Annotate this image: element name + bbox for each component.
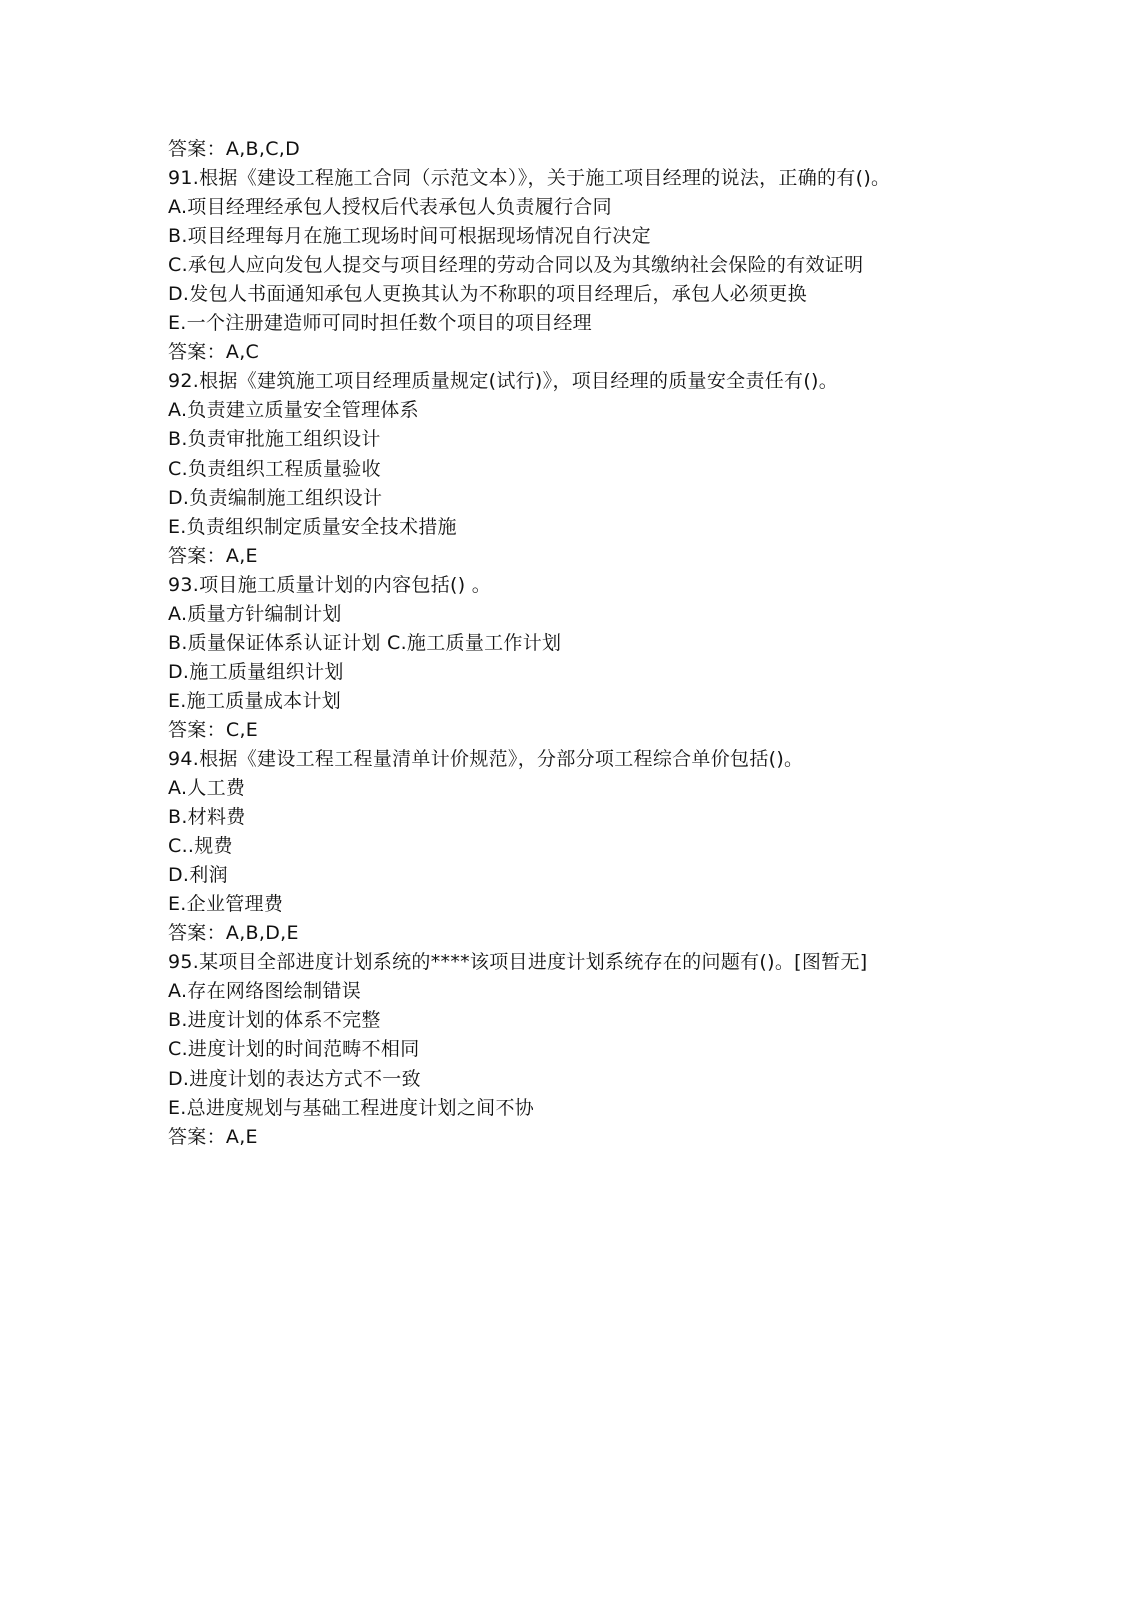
option-text: B.材料费 [168,806,246,829]
option-text: C..规费 [168,835,233,858]
option-text: A.质量方针编制计划 [168,602,342,625]
option-text: D.负责编制施工组织设计 [168,486,383,509]
option-text: A.人工费 [168,777,246,800]
option-text: C.承包人应向发包人提交与项目经理的劳动合同以及为其缴纳社会保险的有效证明 [168,254,864,277]
option-text: C.负责组织工程质量验收 [168,457,381,480]
option-text: D.施工质量组织计划 [168,660,344,683]
option-text: E.施工质量成本计划 [168,689,342,712]
question-text: 95.某项目全部进度计划系统的****该项目进度计划系统存在的问题有()。[图暂无] [168,951,868,974]
option-text: E.一个注册建造师可同时担任数个项目的项目经理 [168,312,592,335]
option-text: D.利润 [168,864,228,887]
option-text: E.总进度规划与基础工程进度计划之间不协 [168,1096,535,1119]
question-text: 91.根据《建设工程施工合同（示范文本）》，关于施工项目经理的说法，正确的有()。 [168,167,891,190]
option-text: D.进度计划的表达方式不一致 [168,1067,421,1090]
answer-text: 答案：A,E [168,544,258,567]
option-text: A.负责建立质量安全管理体系 [168,399,419,422]
option-text: E.负责组织制定质量安全技术措施 [168,515,457,538]
option-text: B.质量保证体系认证计划 C.施工质量工作计划 [168,631,562,654]
question-text: 92.根据《建筑施工项目经理质量规定(试行)》，项目经理的质量安全责任有()。 [168,370,839,393]
option-text: B.进度计划的体系不完整 [168,1009,381,1032]
option-text: A.项目经理经承包人授权后代表承包人负责履行合同 [168,196,612,219]
answer-text: 答案：A,E [168,1125,258,1148]
option-text: D.发包人书面通知承包人更换其认为不称职的项目经理后，承包人必须更换 [168,283,807,306]
option-text: C.进度计划的时间范畴不相同 [168,1038,420,1061]
question-text: 93.项目施工质量计划的内容包括() 。 [168,573,492,596]
answer-text: 答案：C,E [168,718,259,741]
option-text: B.负责审批施工组织设计 [168,428,381,451]
option-text: A.存在网络图绘制错误 [168,980,362,1003]
answer-text: 答案：A,C [168,341,260,364]
answer-text: 答案：A,B,D,E [168,922,299,945]
option-text: E.企业管理费 [168,893,284,916]
document-body [168,135,1068,1152]
question-text: 94.根据《建设工程工程量清单计价规范》，分部分项工程综合单价包括()。 [168,747,804,770]
option-text: B.项目经理每月在施工现场时间可根据现场情况自行决定 [168,225,651,248]
answer-text: 答案：A,B,C,D [168,138,301,160]
